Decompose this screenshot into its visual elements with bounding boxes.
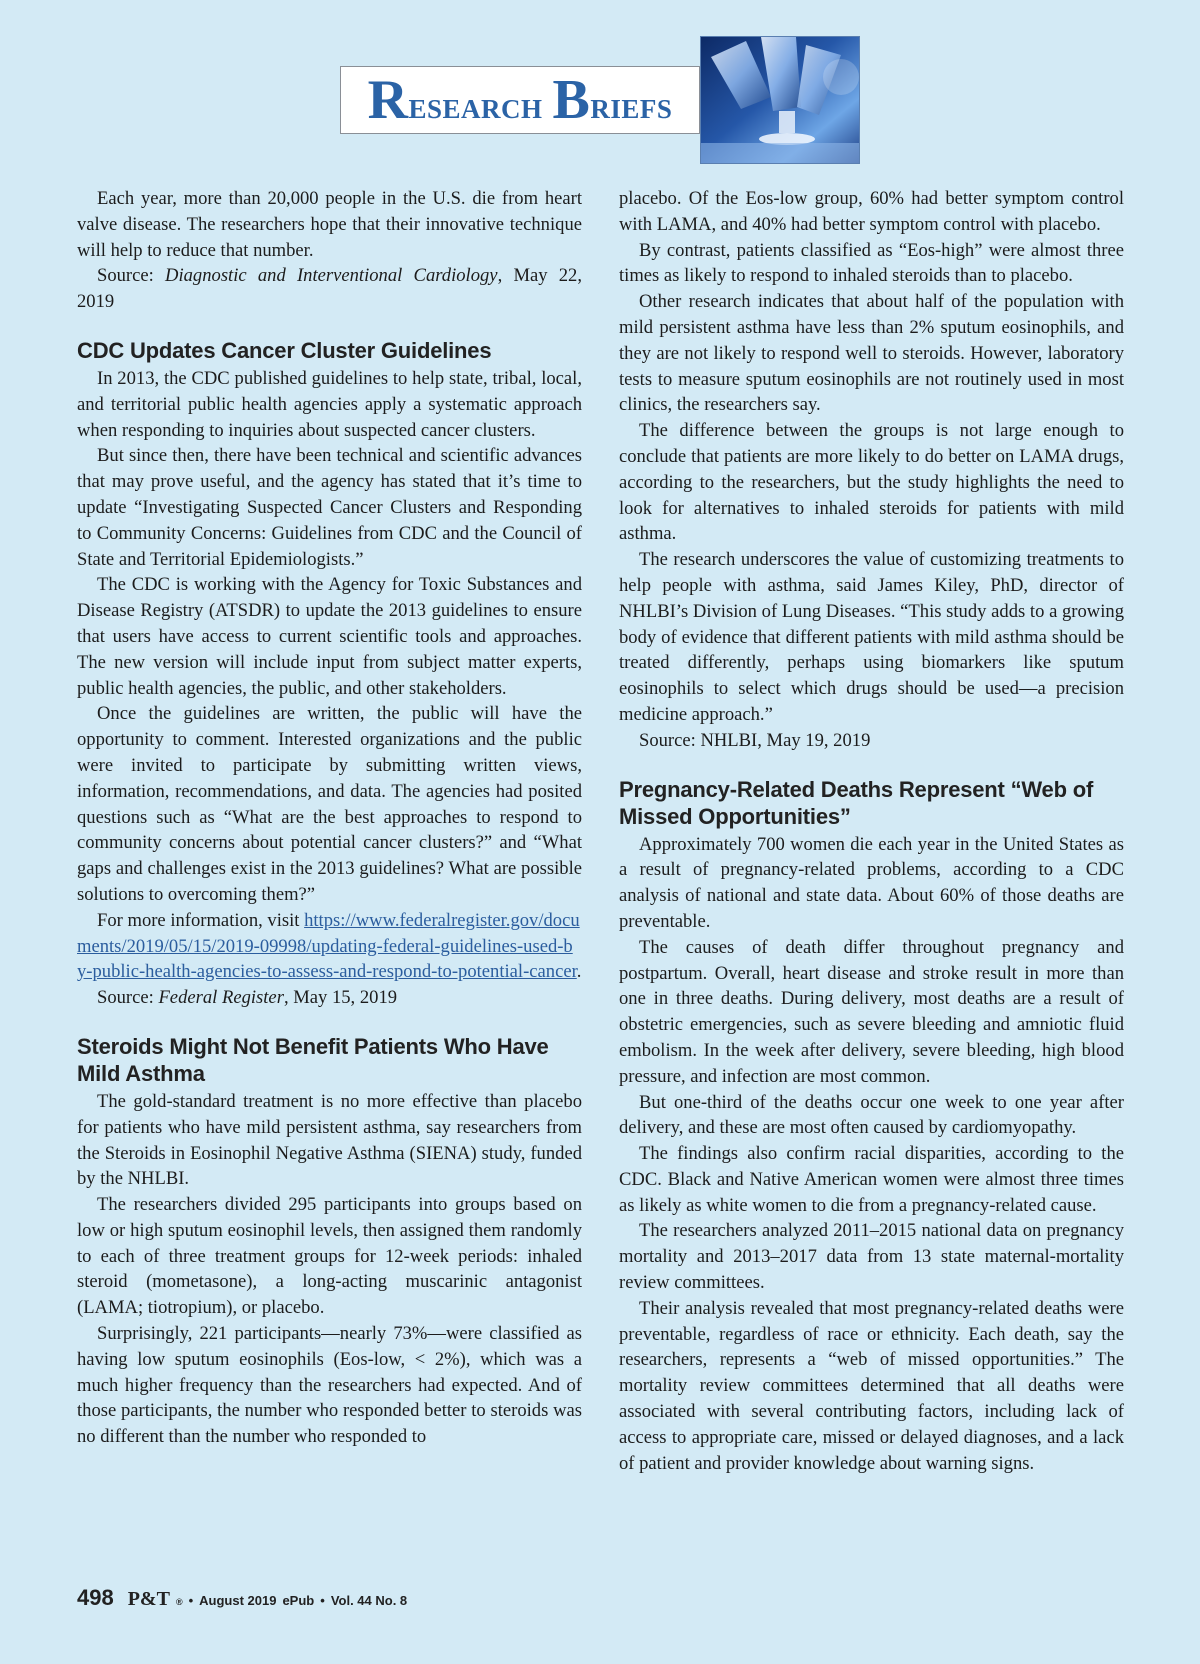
steroids-paragraph: Surprisingly, 221 participants—nearly 73%—were classified as having low sputum eosinophils (Eos-low, < 2%), which was a much higher frequency than the researchers had expected. And of those participants, the number who responded better to steroids was no different than the number who responded to — [77, 1323, 582, 1448]
source-publication: Federal Register — [158, 987, 284, 1009]
cdc-paragraph: But since then, there have been technical and scientific advances that may prove useful, and the agency has stated that it’s time to update “Investigating Suspected Cancer Clusters and Responding to Community Concerns: Guidelines from CDC and the Council of State and Territorial Epidemiologists.” — [77, 445, 582, 570]
title-rest-2: riefs — [590, 85, 673, 127]
footer-separator: • — [188, 1593, 194, 1608]
title-rest-1: esearch — [408, 85, 553, 127]
section-title — [368, 68, 673, 132]
source-publication: Diagnostic and Interventional Cardiology — [165, 265, 498, 287]
source-date: , May 15, 2019 — [283, 987, 398, 1009]
source-date: , May 22, 2019 — [77, 265, 582, 313]
source-label: Source: — [97, 987, 159, 1009]
source-label: Source: — [97, 265, 166, 287]
cdc-more-info — [77, 908, 582, 985]
right-column — [619, 186, 1124, 1476]
pregnancy-heading: Pregnancy-Related Deaths Represent “Web of Missed Opportunities” — [619, 776, 1094, 829]
steroids-continued-paragraph: Other research indicates that about half of the population with mild persistent asthma have less than 2% sputum eosinophils, and they are not likely to respond well to steroids. However, laboratory tests to measure sputum eosinophils are not routinely used in most clinics, the researchers say. — [619, 291, 1124, 416]
intro-source — [77, 263, 582, 315]
pregnancy-paragraph: But one-third of the deaths occur one week to one year after delivery, and these are most often caused by cardiomyopathy. — [619, 1091, 1124, 1139]
pregnancy-paragraph: Approximately 700 women die each year in the United States as a result of pregnancy-related problems, according to a CDC analysis of national and state data. About 60% of those deaths are preventable. — [619, 833, 1124, 932]
steroids-continued-paragraph: The research underscores the value of customizing treatments to help people with asthma, said James Kiley, PhD, director of NHLBI’s Division of Lung Diseases. “This study adds to a growing body of evidence that different patients with mild asthma should be treated differently, perhaps using biomarkers like sputum eosinophils to select which drugs should be used—a precision medicine approach.” — [619, 549, 1124, 725]
microscope-illustration — [701, 37, 860, 164]
steroids-continued-paragraph: The difference between the groups is not large enough to conclude that patients are more likely to do better on LAMA drugs, according to the researchers, but the study highlights the need to look for alternatives to inhaled steroids for patients with mild asthma. — [619, 420, 1124, 545]
title-cap-b: B — [552, 69, 591, 131]
issue-date: August 2019 — [199, 1593, 277, 1608]
link-period: . — [576, 961, 582, 983]
microscope-image — [700, 36, 860, 164]
volume-info: Vol. 44 No. 8 — [330, 1593, 408, 1608]
cdc-paragraph: The CDC is working with the Agency for Toxic Substances and Disease Registry (ATSDR) to update the 2013 guidelines to ensure that users have access to current scientific tools and approaches. The new version will include input from subject matter experts, public health agencies, the public, and other stakeholders. — [77, 574, 582, 699]
steroids-paragraph: The researchers divided 295 participants into groups based on low or high sputum eosinophil levels, then assigned them randomly to each of three treatment groups for 12-week periods: inhaled steroid (mometasone), a long-acting muscarinic antagonist (LAMA; tiotropium), or placebo. — [77, 1194, 582, 1319]
section-header — [340, 66, 700, 134]
page-number: 498 — [77, 1585, 114, 1610]
pregnancy-paragraph: Their analysis revealed that most pregnancy-related deaths were preventable, regardless of race or ethnicity. Each death, say the researchers, represents a “web of missed opportunities.” The mortality review committees determined that all deaths were associated with several contributing factors, including lack of access to appropriate care, missed or delayed diagnoses, and a lack of patient and provider knowledge about warning signs. — [619, 1297, 1124, 1474]
pregnancy-paragraph: The findings also confirm racial disparities, according to the CDC. Black and Native American women were almost three times as likely as white women to die from a pregnancy-related cause. — [619, 1143, 1124, 1216]
intro-paragraph: Each year, more than 20,000 people in the U.S. die from heart valve disease. The researchers hope that their innovative technique will help to reduce that number. — [77, 188, 582, 261]
pregnancy-paragraph: The researchers analyzed 2011–2015 national data on pregnancy mortality and 2013–2017 data from 13 state maternal-mortality review committees. — [619, 1220, 1124, 1294]
cdc-paragraph: In 2013, the CDC published guidelines to help state, tribal, local, and territorial public health agencies apply a systematic approach when responding to inquiries about suspected cancer clusters. — [77, 367, 582, 441]
steroids-paragraph: The gold-standard treatment is no more effective than placebo for patients who have mild persistent asthma, say researchers from the Steroids in Eosinophil Negative Asthma (SIENA) study, funded by the NHLBI. — [77, 1090, 582, 1190]
steroids-heading: Steroids Might Not Benefit Patients Who Have Mild Asthma — [77, 1033, 549, 1086]
steroids-source: Source: NHLBI, May 19, 2019 — [639, 729, 871, 751]
pregnancy-paragraph: The causes of death differ throughout pregnancy and postpartum. Overall, heart disease and stroke result in more than one in three deaths. During delivery, most deaths are a result of obstetric emergencies, such as severe bleeding and amniotic fluid embolism. In the week after delivery, severe bleeding, high blood pressure, and infection are most common. — [619, 936, 1124, 1087]
more-info-label: For more information, visit — [97, 909, 305, 931]
steroids-continued-paragraph: placebo. Of the Eos-low group, 60% had better symptom control with LAMA, and 40% had better symptom control with placebo. — [619, 188, 1124, 235]
footer-separator: • — [320, 1593, 325, 1608]
cdc-paragraph: Once the guidelines are written, the public will have the opportunity to comment. Interested organizations and the public were invited to participate by submitting written views, information, recommendations, and data. The agencies had posited questions such as “What are the best approaches to respond to community concerns about potential cancer clusters?” and “What gaps and challenges exist in the 2013 guidelines? What are possible solutions to overcoming them?” — [77, 703, 582, 905]
federal-register-link[interactable]: https://www.federalregister.gov/documents/2019/05/15/2019-09998/updating-federal-guidelines-used-by-public-health-agencies-to-assess-and-respond-to-potential-cancer — [77, 909, 580, 983]
cdc-source — [77, 985, 582, 1011]
page-footer — [77, 1585, 407, 1611]
title-cap-r: R — [367, 69, 409, 131]
epub-label: ePub — [282, 1593, 315, 1608]
journal-name: P&T — [127, 1588, 170, 1610]
steroids-continued-paragraph: By contrast, patients classified as “Eos-high” were almost three times as likely to respond to inhaled steroids than to placebo. — [619, 239, 1124, 287]
left-column — [77, 186, 582, 1450]
cdc-heading: CDC Updates Cancer Cluster Guidelines — [77, 337, 492, 363]
registered-mark: ® — [175, 1597, 183, 1607]
